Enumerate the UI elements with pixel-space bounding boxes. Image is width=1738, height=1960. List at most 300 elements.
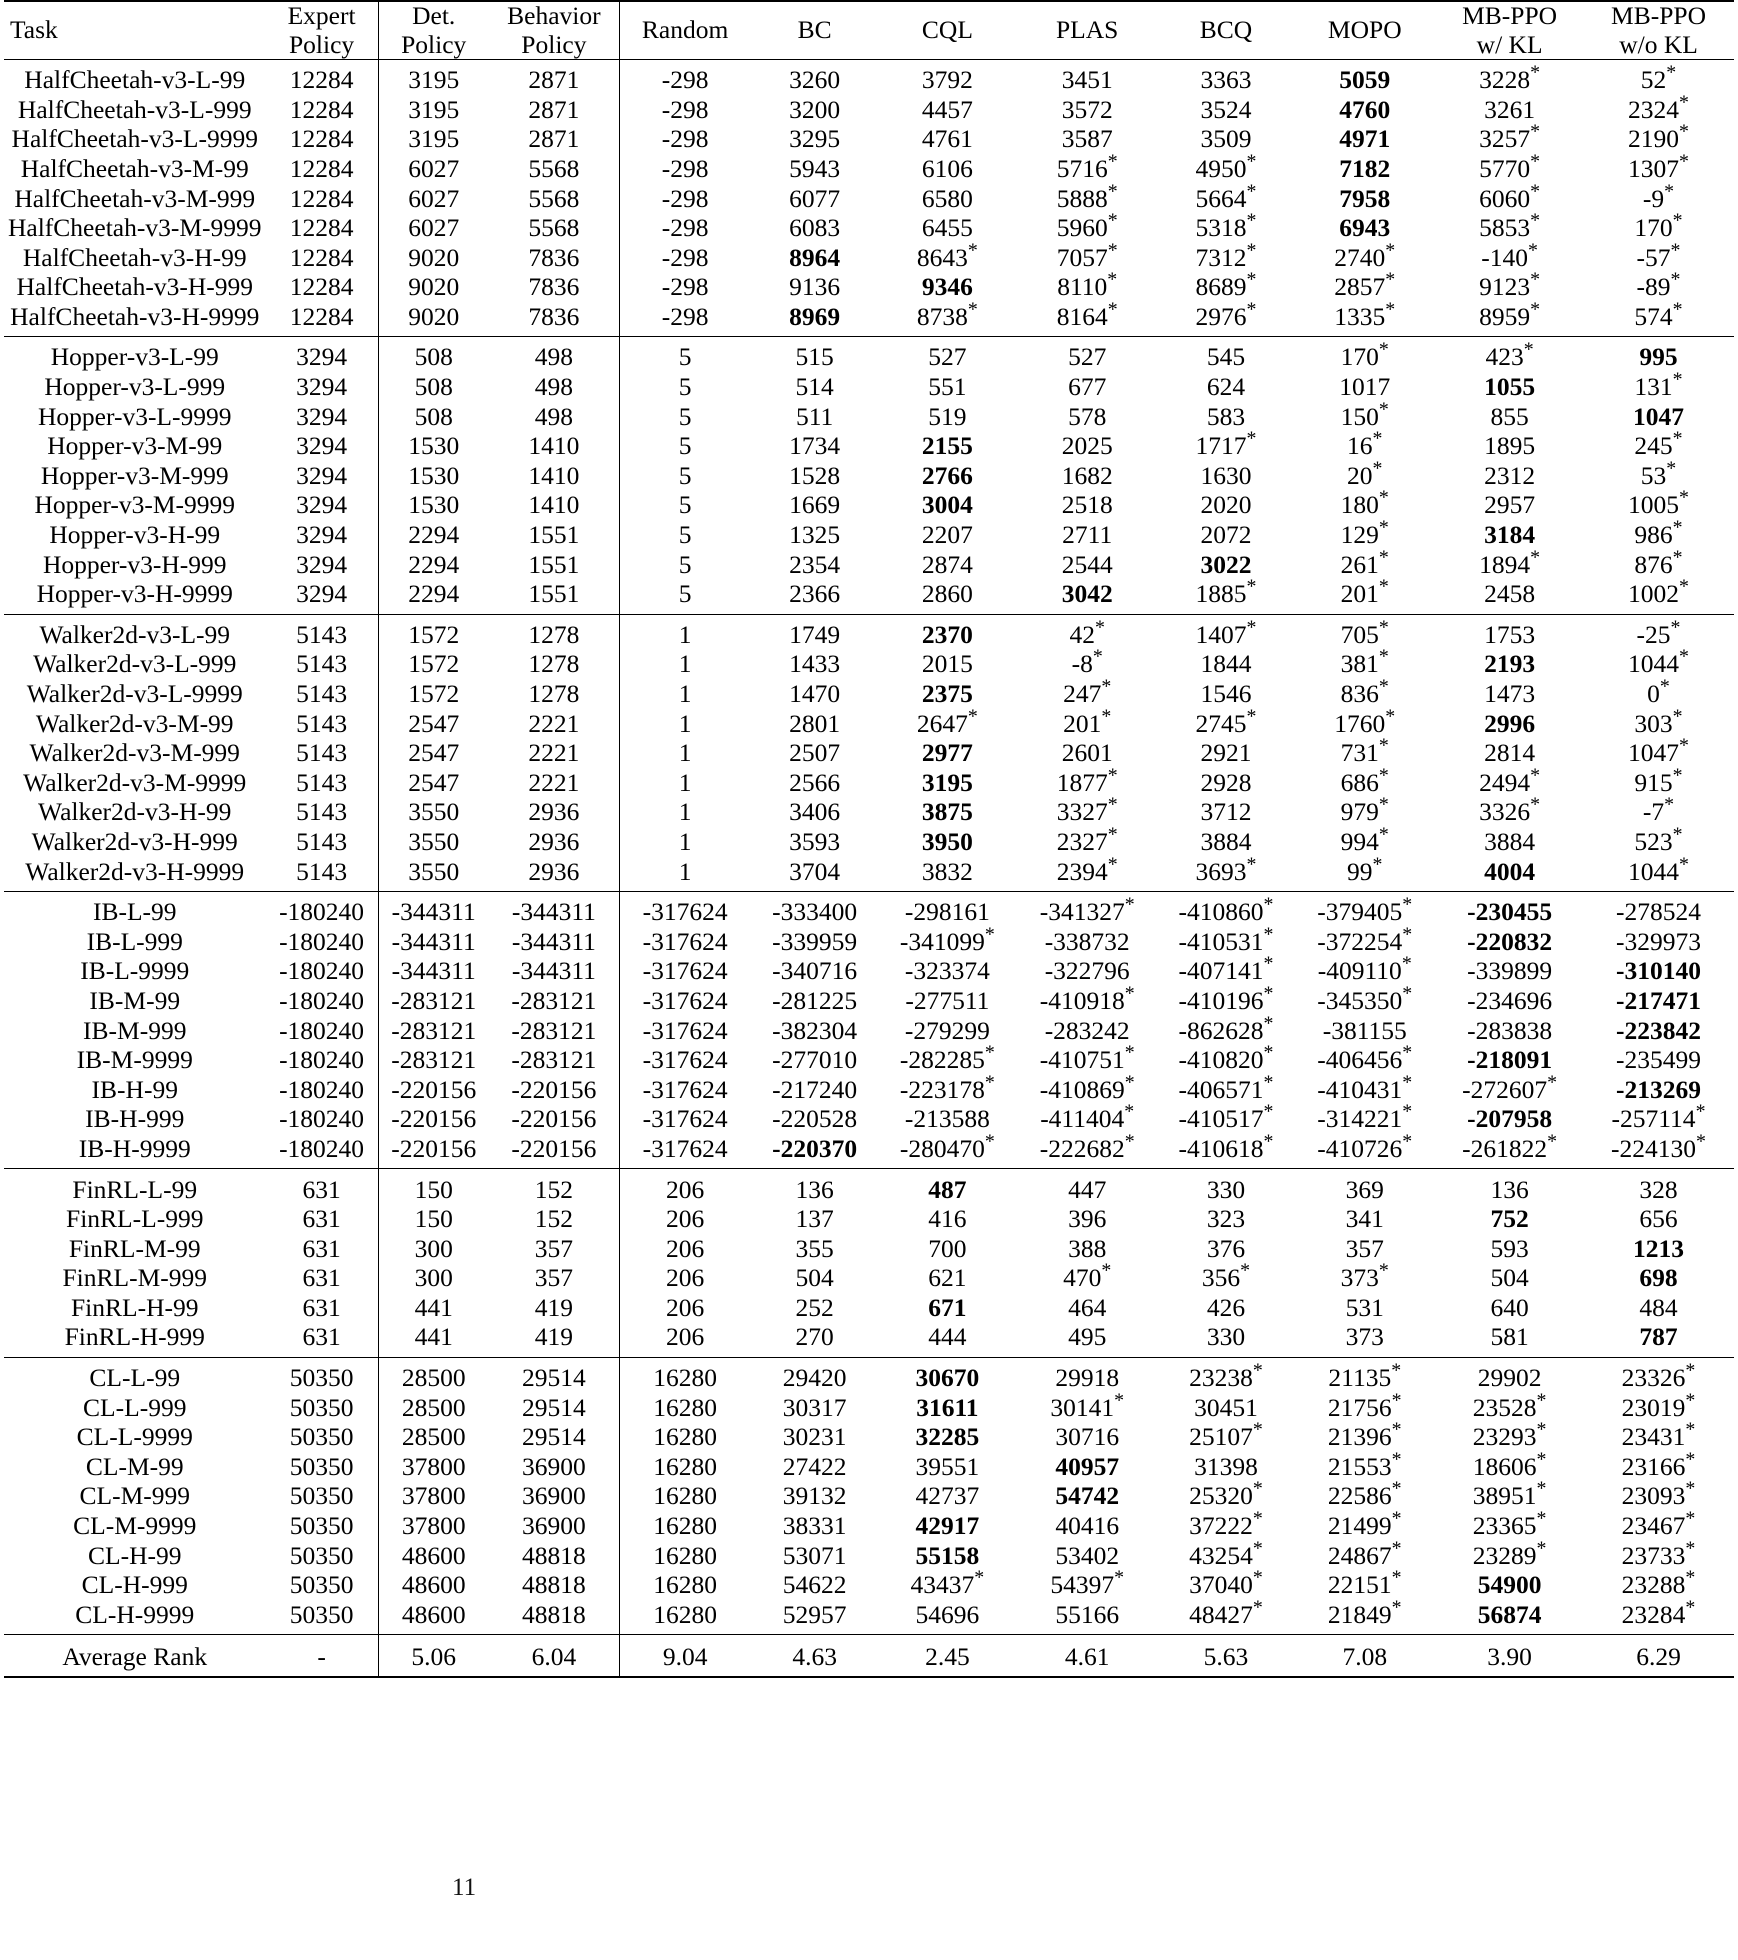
cell-value: 27422 (782, 1451, 847, 1481)
task-name-cell: Walker2d-v3-H-9999 (25, 856, 245, 886)
table-row (4, 431, 1734, 461)
table-row (4, 1204, 1734, 1234)
value-cell-expert (266, 709, 379, 739)
cell-value: 2936 (528, 856, 580, 886)
cell-value: 6027 (408, 153, 460, 183)
cell-value: 37222 (1189, 1511, 1253, 1541)
cell-value: -180240 (279, 1104, 365, 1134)
significance-star: * (1672, 209, 1683, 232)
cell-value: 519 (928, 401, 967, 431)
value-cell-random (620, 402, 751, 432)
value-cell-mbppo_kl (1436, 461, 1583, 491)
significance-star: * (1107, 180, 1118, 203)
value-cell-expert (266, 892, 379, 927)
table-row (4, 1134, 1734, 1169)
cell-value: 150 (1340, 401, 1379, 431)
cell-value: -224130 (1611, 1133, 1697, 1163)
significance-star: * (1685, 1418, 1696, 1441)
cell-value: 6060 (1479, 183, 1531, 213)
cell-value: 7182 (1339, 153, 1391, 183)
value-cell-mbppo_nokl (1583, 1045, 1734, 1075)
significance-star: * (1530, 61, 1541, 84)
cell-value: 6.29 (1636, 1642, 1681, 1672)
cell-value: 2957 (1484, 490, 1536, 520)
cell-value: 3294 (296, 490, 348, 520)
cell-value: 631 (302, 1263, 341, 1293)
value-cell-expert (266, 768, 379, 798)
cell-value: -317624 (642, 956, 728, 986)
value-cell-bcq (1159, 738, 1294, 768)
value-cell-random (620, 1393, 751, 1423)
value-cell-plas (1016, 1600, 1159, 1635)
value-cell-random (620, 768, 751, 798)
cell-value: 2072 (1200, 520, 1252, 550)
value-cell-det (378, 243, 489, 273)
cell-value: 3550 (408, 856, 460, 886)
cell-value: 53071 (782, 1540, 847, 1570)
cell-value: 1572 (408, 679, 460, 709)
average-rank-random (620, 1635, 751, 1677)
cell-value: 30716 (1055, 1422, 1120, 1452)
cell-value: 37800 (401, 1511, 466, 1541)
value-cell-bc (750, 649, 879, 679)
value-cell-mbppo_kl (1436, 1104, 1583, 1134)
value-cell-bcq (1159, 1204, 1294, 1234)
value-cell-plas (1016, 180, 1159, 213)
value-cell-mbppo_nokl (1583, 209, 1734, 243)
value-cell-mbppo_nokl (1583, 1596, 1734, 1635)
value-cell-bcq (1159, 1358, 1294, 1393)
cell-value: 2647 (916, 708, 968, 738)
cell-value: 2547 (408, 767, 460, 797)
cell-value: 5853 (1479, 213, 1531, 243)
value-cell-mbppo_nokl (1583, 853, 1734, 892)
table-row (4, 1452, 1734, 1482)
value-cell-mbppo_nokl (1583, 120, 1734, 154)
significance-star: * (1672, 516, 1683, 539)
cell-value: 5143 (296, 826, 348, 856)
value-cell-expert (266, 183, 379, 213)
significance-star: * (1372, 427, 1383, 450)
cell-value: 50350 (289, 1422, 354, 1452)
value-cell-plas (1016, 579, 1159, 614)
value-cell-mbppo_kl (1436, 1477, 1583, 1511)
value-cell-det (378, 1169, 489, 1204)
value-cell-mbppo_kl (1436, 679, 1583, 709)
value-cell-behavior (489, 1075, 620, 1105)
cell-value: 12284 (289, 124, 354, 154)
cell-value: 206 (666, 1292, 705, 1322)
value-cell-mbppo_kl (1436, 614, 1583, 649)
cell-value: -344311 (391, 897, 476, 927)
value-cell-mbppo_kl (1436, 150, 1583, 184)
value-cell-bc (750, 1169, 879, 1204)
cell-value: 23365 (1472, 1511, 1537, 1541)
column-header-plas (1016, 1, 1159, 60)
value-cell-random (620, 431, 751, 461)
value-cell-det (378, 1234, 489, 1264)
cell-value: 508 (414, 342, 453, 372)
table-row (4, 1045, 1734, 1075)
cell-value: 2370 (921, 619, 973, 649)
value-cell-random (620, 1452, 751, 1482)
cell-value: 1895 (1484, 431, 1536, 461)
cell-value: -180240 (279, 956, 365, 986)
value-cell-mbppo_kl (1436, 827, 1583, 857)
value-cell-cql (879, 1104, 1016, 1134)
cell-value: 498 (534, 401, 574, 431)
cell-value: 48427 (1189, 1599, 1253, 1629)
column-header-line: MOPO (1327, 15, 1402, 45)
cell-value: 23431 (1621, 1422, 1686, 1452)
cell-value: 8689 (1195, 272, 1247, 302)
cell-value: 54696 (915, 1599, 980, 1629)
table-row (4, 183, 1734, 213)
value-cell-det (378, 1600, 489, 1635)
value-cell-mopo (1293, 764, 1436, 798)
cell-value: -344311 (511, 956, 596, 986)
value-cell-mbppo_kl (1436, 1600, 1583, 1635)
value-cell-plas (1016, 853, 1159, 892)
column-header-line: w/o KL (1619, 29, 1698, 59)
value-cell-det (378, 1358, 489, 1393)
cell-value: 1044 (1628, 649, 1680, 679)
value-cell-mbppo_kl (1436, 738, 1583, 768)
column-header-line: Expert (287, 1, 356, 30)
cell-value: 22586 (1327, 1481, 1392, 1511)
cell-value: -213588 (904, 1104, 990, 1134)
value-cell-plas (1016, 209, 1159, 243)
cell-value: 1546 (1200, 679, 1252, 709)
value-cell-bcq (1159, 95, 1294, 125)
value-cell-det (378, 372, 489, 402)
value-cell-expert (266, 1045, 379, 1075)
value-cell-mbppo_kl (1436, 1130, 1583, 1169)
cell-value: 9136 (789, 272, 841, 302)
value-cell-mbppo_kl (1436, 239, 1583, 273)
value-cell-det (378, 1293, 489, 1323)
significance-star: * (967, 705, 978, 728)
cell-value: 23093 (1621, 1481, 1686, 1511)
cell-value: 5664 (1195, 183, 1247, 213)
value-cell-bc (750, 709, 879, 739)
significance-star: * (1685, 1477, 1696, 1500)
value-cell-behavior (489, 1358, 620, 1393)
value-cell-mopo (1293, 1322, 1436, 1357)
cell-value: 2871 (528, 94, 580, 124)
value-cell-plas (1016, 956, 1159, 986)
task-name-cell: FinRL-L-99 (4, 1169, 266, 1204)
value-cell-det (378, 1016, 489, 1046)
value-cell-cql (879, 272, 1016, 302)
cell-value: 29514 (522, 1392, 586, 1422)
task-name-cell: Walker2d-v3-M-999 (29, 738, 240, 768)
table-row (4, 1104, 1734, 1134)
task-name-cell: Hopper-v3-L-99 (4, 337, 266, 372)
cell-value: 624 (1206, 372, 1246, 402)
value-cell-cql (879, 431, 1016, 461)
value-cell-mopo (1293, 1389, 1436, 1423)
value-cell-behavior (489, 490, 620, 520)
significance-star: * (1114, 1389, 1125, 1412)
value-cell-mbppo_nokl (1583, 1263, 1734, 1293)
significance-star: * (1263, 1041, 1274, 1064)
significance-star: * (1246, 150, 1257, 173)
task-name-cell: HalfCheetah-v3-H-999 (16, 272, 253, 302)
significance-star: * (1670, 239, 1681, 262)
significance-star: * (1679, 853, 1689, 876)
value-cell-cql (879, 402, 1016, 432)
cell-value: 29918 (1055, 1363, 1120, 1393)
cell-value: 631 (302, 1233, 341, 1263)
cell-value: 50350 (289, 1511, 354, 1541)
value-cell-cql (879, 1234, 1016, 1264)
value-cell-bcq (1159, 1041, 1294, 1075)
cell-value: 56874 (1477, 1599, 1542, 1629)
cell-value: 323 (1206, 1204, 1246, 1234)
value-cell-mopo (1293, 60, 1436, 95)
value-cell-bcq (1159, 490, 1294, 520)
cell-value: -410820 (1178, 1045, 1264, 1075)
value-cell-mopo (1293, 239, 1436, 273)
cell-value: 2801 (789, 708, 841, 738)
value-cell-bc (750, 1016, 879, 1046)
value-cell-bc (750, 1293, 879, 1323)
cell-value: -279299 (904, 1015, 990, 1045)
value-cell-cql (879, 614, 1016, 649)
value-cell-det (378, 1104, 489, 1134)
cell-value: -261822 (1462, 1133, 1548, 1163)
cell-value: 3832 (921, 856, 973, 886)
cell-value: 677 (1068, 372, 1107, 402)
value-cell-mopo (1293, 1293, 1436, 1323)
task-name-cell: CL-L-9999 (76, 1422, 193, 1452)
cell-value: 252 (795, 1292, 834, 1322)
cell-value: 7057 (1056, 242, 1108, 272)
cell-value: 357 (534, 1263, 574, 1293)
cell-value: 3950 (921, 826, 973, 856)
significance-star: * (1536, 1507, 1547, 1530)
value-cell-expert (266, 1104, 379, 1134)
value-cell-behavior (489, 709, 620, 739)
value-cell-mopo (1293, 95, 1436, 125)
table-row (4, 1075, 1734, 1105)
cell-value: 3261 (1484, 94, 1536, 124)
cell-value: -283121 (511, 985, 597, 1015)
significance-star: * (1530, 764, 1541, 787)
cell-value: 261 (1340, 549, 1379, 579)
significance-star: * (1391, 1448, 1402, 1471)
cell-value: 2711 (1062, 520, 1113, 550)
task-name-cell: FinRL-H-99 (71, 1292, 199, 1322)
cell-value: 36900 (522, 1511, 586, 1541)
cell-value: 50350 (289, 1392, 354, 1422)
cell-value: 29902 (1477, 1363, 1542, 1393)
cell-value: 206 (666, 1174, 705, 1204)
significance-star: * (1695, 1100, 1706, 1123)
task-name-cell: HalfCheetah-v3-H-99 (22, 242, 247, 272)
value-cell-random (620, 60, 751, 95)
value-cell-bcq (1159, 1100, 1294, 1134)
value-cell-cql (879, 738, 1016, 768)
value-cell-mopo (1293, 1477, 1436, 1511)
value-cell-behavior (489, 520, 620, 550)
cell-value: 1278 (528, 679, 580, 709)
significance-star: * (1666, 457, 1677, 480)
cell-value: 55166 (1055, 1599, 1120, 1629)
value-cell-det (378, 1511, 489, 1541)
significance-star: * (1378, 734, 1389, 757)
cell-value: 7.08 (1342, 1642, 1388, 1672)
cell-value: -283242 (1044, 1015, 1130, 1045)
value-cell-random (620, 649, 751, 679)
cell-value: 300 (414, 1263, 453, 1293)
cell-value: 2366 (789, 579, 841, 609)
value-cell-behavior (489, 1452, 620, 1482)
value-cell-det (378, 797, 489, 827)
significance-star: * (1402, 893, 1413, 916)
value-cell-det (378, 579, 489, 614)
value-cell-mbppo_kl (1436, 520, 1583, 550)
cell-value: 31398 (1194, 1451, 1258, 1481)
value-cell-expert (266, 614, 379, 649)
cell-value: 752 (1490, 1204, 1529, 1234)
value-cell-behavior (489, 1481, 620, 1511)
significance-star: * (1107, 793, 1118, 816)
cell-value: 855 (1490, 401, 1529, 431)
value-cell-behavior (489, 1045, 620, 1075)
cell-value: -283121 (511, 1015, 597, 1045)
value-cell-behavior (489, 956, 620, 986)
value-cell-cql (879, 1422, 1016, 1452)
cell-value: 419 (534, 1292, 574, 1322)
column-header-behavior (489, 1, 620, 60)
value-cell-expert (266, 272, 379, 302)
cell-value: 3294 (296, 401, 348, 431)
value-cell-mbppo_nokl (1583, 150, 1734, 184)
value-cell-bcq (1159, 298, 1294, 337)
column-header-line: Random (641, 15, 729, 45)
cell-value: 581 (1490, 1322, 1529, 1352)
value-cell-expert (266, 1204, 379, 1234)
cell-value: 1530 (408, 490, 460, 520)
cell-value: 700 (928, 1233, 967, 1263)
value-cell-bcq (1159, 239, 1294, 273)
cell-value: 2155 (921, 431, 973, 461)
value-cell-mbppo_nokl (1583, 298, 1734, 337)
cell-value: 36900 (522, 1481, 586, 1511)
cell-value: 9346 (921, 272, 973, 302)
value-cell-mbppo_nokl (1583, 427, 1734, 461)
cell-value: 1017 (1339, 372, 1391, 402)
value-cell-mopo (1293, 183, 1436, 213)
significance-star: * (1672, 705, 1683, 728)
average-rank-bc (750, 1635, 879, 1677)
cell-value: 50350 (289, 1451, 354, 1481)
value-cell-bcq (1159, 982, 1294, 1016)
value-cell-bcq (1159, 1130, 1294, 1169)
value-cell-plas (1016, 982, 1159, 1016)
cell-value: 3704 (789, 856, 841, 886)
cell-value: 376 (1206, 1233, 1246, 1263)
value-cell-mbppo_kl (1436, 1169, 1583, 1204)
cell-value: 2221 (528, 767, 580, 797)
significance-star: * (1246, 268, 1257, 291)
significance-star: * (1124, 1071, 1135, 1094)
cell-value: 656 (1639, 1204, 1678, 1234)
significance-star: * (1528, 239, 1538, 262)
value-cell-bcq (1159, 1259, 1294, 1293)
significance-star: * (1378, 793, 1389, 816)
value-cell-bc (750, 1134, 879, 1169)
cell-value: 180 (1340, 490, 1379, 520)
significance-star: * (1372, 457, 1383, 480)
value-cell-random (620, 1016, 751, 1046)
value-cell-cql (879, 239, 1016, 273)
value-cell-bc (750, 827, 879, 857)
significance-star: * (1107, 268, 1118, 291)
cell-value: 16280 (653, 1392, 718, 1422)
cell-value: -410196 (1178, 985, 1264, 1015)
cell-value: 3875 (921, 797, 973, 827)
cell-value: 1047 (1633, 401, 1684, 431)
cell-value: 136 (795, 1174, 834, 1204)
value-cell-bcq (1159, 1234, 1294, 1264)
cell-value: 5 (678, 460, 692, 490)
value-cell-mbppo_nokl (1583, 91, 1734, 125)
value-cell-behavior (489, 1134, 620, 1169)
cell-value: 484 (1639, 1292, 1678, 1322)
value-cell-plas (1016, 614, 1159, 649)
significance-star: * (1685, 1389, 1696, 1412)
value-cell-cql (879, 768, 1016, 798)
value-cell-mopo (1293, 1537, 1436, 1571)
value-cell-mbppo_kl (1436, 337, 1583, 372)
cell-value: 523 (1634, 826, 1673, 856)
cell-value: 1 (678, 679, 692, 709)
value-cell-random (620, 1511, 751, 1541)
cell-value: 2544 (1061, 549, 1113, 579)
average-rank-expert (266, 1635, 379, 1677)
cell-value: 8738 (916, 301, 968, 331)
cell-value: 42917 (915, 1511, 980, 1541)
cell-value: 6580 (921, 183, 973, 213)
cell-value: -220156 (391, 1074, 477, 1104)
cell-value: 5143 (296, 856, 348, 886)
column-header-line: BCQ (1199, 15, 1253, 45)
cell-value: 55158 (915, 1540, 980, 1570)
value-cell-random (620, 857, 751, 892)
value-cell-mbppo_kl (1436, 209, 1583, 243)
value-cell-cql (879, 892, 1016, 927)
value-cell-cql (879, 60, 1016, 95)
value-cell-cql (879, 1263, 1016, 1293)
cell-value: 551 (928, 372, 967, 402)
value-cell-expert (266, 124, 379, 154)
cell-value: 1528 (789, 460, 841, 490)
significance-star: * (1246, 705, 1257, 728)
cell-value: 3295 (789, 124, 841, 154)
cell-value: 508 (414, 372, 453, 402)
cell-value: -277010 (772, 1045, 858, 1075)
table-row (4, 956, 1734, 986)
value-cell-mopo (1293, 427, 1436, 461)
column-header-line: Behavior (507, 1, 601, 30)
cell-value: 5143 (296, 738, 348, 768)
cell-value: 5716 (1056, 153, 1108, 183)
cell-value: 1844 (1200, 649, 1252, 679)
task-name-cell: Hopper-v3-M-99 (47, 431, 223, 461)
